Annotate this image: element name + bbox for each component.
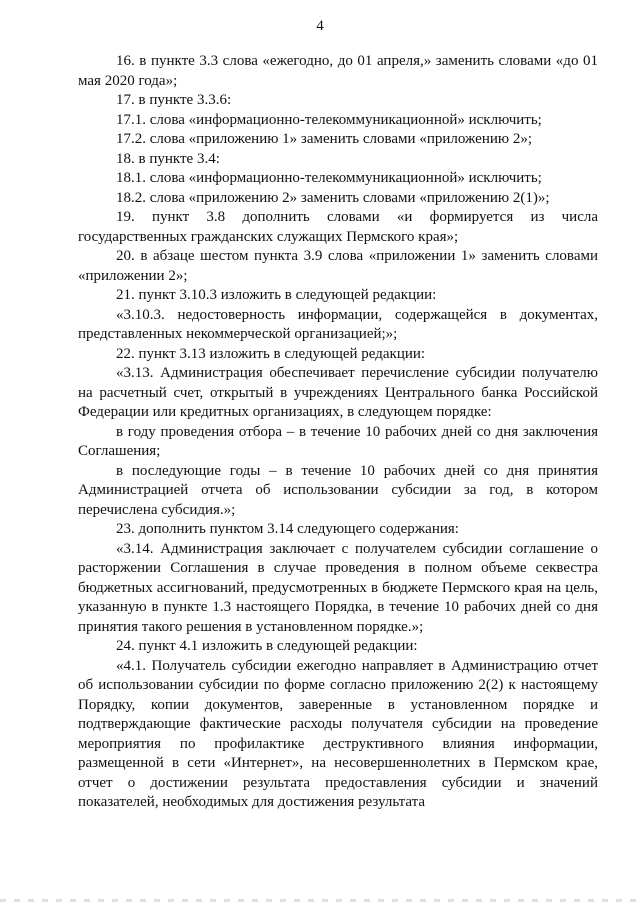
paragraph: «3.10.3. недостоверность информации, содержащейся в документах, представленных некоммерческой организацией;»; — [78, 306, 598, 342]
paragraph: 16. в пункте 3.3 слова «ежегодно, до 01 апреля,» заменить словами «до 01 мая 2020 года»; — [78, 53, 598, 89]
paragraph: 19. пункт 3.8 дополнить словами «и формируется из числа государственных гражданских служащих Пермского края»; — [78, 209, 598, 245]
paragraph: 17. в пункте 3.3.6: — [116, 92, 232, 108]
paragraph: 23. дополнить пунктом 3.14 следующего содержания: — [116, 521, 459, 537]
paragraph: 18.1. слова «информационно-телекоммуникационной» исключить; — [116, 170, 542, 186]
document-body — [78, 52, 598, 813]
paragraph: 22. пункт 3.13 изложить в следующей редакции: — [116, 345, 426, 362]
paragraph: в последующие годы – в течение 10 рабочих дней со дня принятия Администрацией отчета об использовании субсидии за год, в котором перечислена субсидия.»; — [78, 462, 598, 518]
paragraph: 20. в абзаце шестом пункта 3.9 слова «приложении 1» заменить словами «приложении 2»; — [78, 248, 598, 284]
paragraph: «3.14. Администрация заключает с получателем субсидии соглашение о расторжении Соглашения в случае проведения в полном объеме секвестра бюджетных ассигнований, предусмотренных в бюджете Пермского края на цель, указанную в пункте 1.3 настоящего Порядка, в течение 10 рабочих дней со дня принятия такого решения в установленном порядке.»; — [78, 540, 598, 635]
paragraph: 21. пункт 3.10.3 изложить в следующей редакции: — [116, 287, 437, 303]
paragraph: 17.1. слова «информационно-телекоммуникационной» исключить; — [116, 111, 542, 128]
paragraph: «3.13. Администрация обеспечивает перечисление субсидии получателю на расчетный счет, открытый в учреждениях Центрального банка Российской Федерации или кредитных организациях, в следующем порядке: — [78, 365, 598, 420]
paragraph: «4.1. Получатель субсидии ежегодно направляет в Администрацию отчет об использовании субсидии по форме согласно приложению 2(2) к настоящему Порядку, копии документов, заверенные в установленном порядке и подтверждающие фактические расходы получателя субсидии на проведение мероприятия по профилактике деструктивного влияния информации, размещенной в сети «Интернет», на несовершеннолетних в Пермском крае, отчет о достижении результата предоставления субсидии и значений показателей, необходимых для достижения результата — [78, 657, 598, 810]
paragraph: в году проведения отбора – в течение 10 рабочих дней со дня заключения Соглашения; — [78, 423, 598, 459]
paragraph: 18.2. слова «приложению 2» заменить словами «приложению 2(1)»; — [116, 189, 550, 206]
scan-edge-artifact — [0, 899, 640, 902]
page-number: 4 — [316, 18, 324, 34]
paragraph: 24. пункт 4.1 изложить в следующей редакции: — [116, 638, 418, 654]
paragraph: 17.2. слова «приложению 1» заменить словами «приложению 2»; — [116, 131, 532, 147]
paragraph: 18. в пункте 3.4: — [116, 150, 220, 167]
